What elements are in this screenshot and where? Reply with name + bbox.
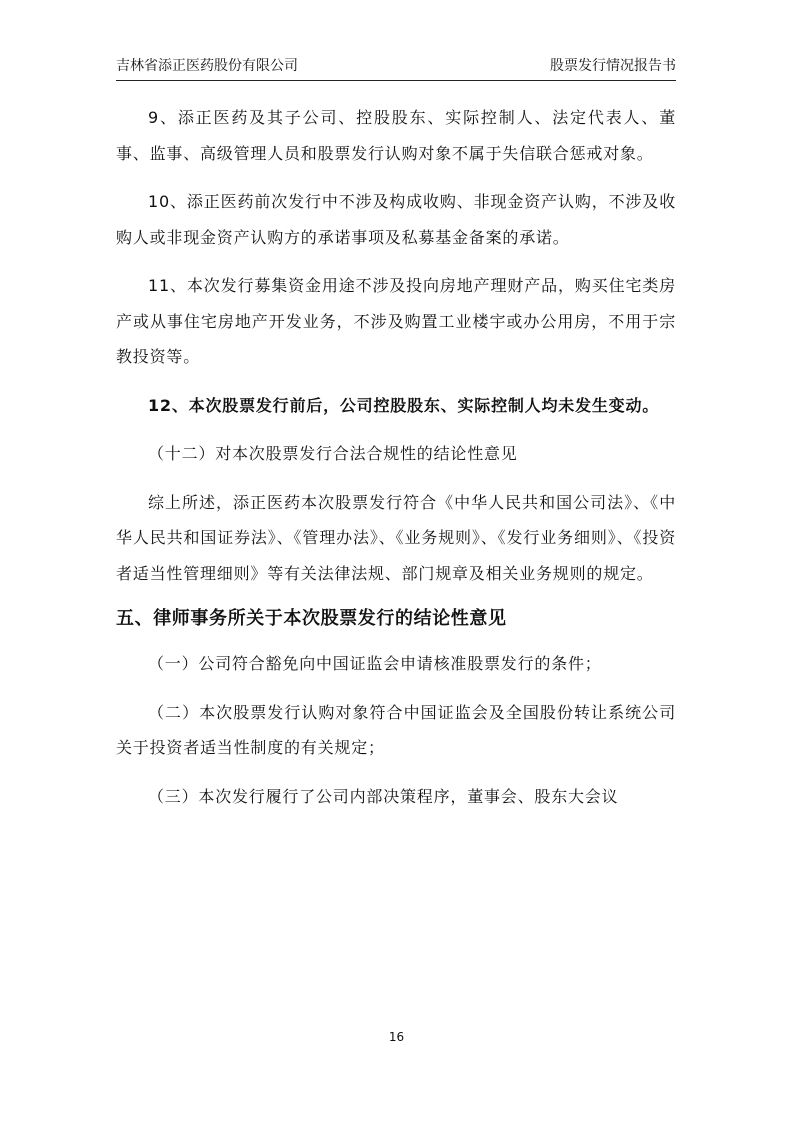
header-report-title: 股票发行情况报告书 xyxy=(550,58,676,74)
header-company-name: 吉林省添正医药股份有限公司 xyxy=(116,58,298,74)
page-number: 16 xyxy=(388,1030,405,1044)
section-5-item-1: （一）公司符合豁免向中国证监会申请核准股票发行的条件； xyxy=(148,654,602,673)
paragraph-item-9: 9、添正医药及其子公司、控股股东、实际控制人、法定代表人、董事、监事、高级管理人员和股票发行认购对象不属于失信联合惩戒对象。 xyxy=(116,108,676,163)
paragraph-item-12: 12、本次股票发行前后，公司控股股东、实际控制人均未发生变动。 xyxy=(148,395,660,415)
section-5-title: 五、律师事务所关于本次股票发行的结论性意见 xyxy=(116,608,507,629)
section-5-item-3: （三）本次发行履行了公司内部决策程序，董事会、股东大会议 xyxy=(148,786,619,806)
paragraph-item-11: 11、本次发行募集资金用途不涉及投向房地产理财产品，购买住宅类房产或从事住宅房地产开发业务，不涉及购置工业楼宇或办公用房，不用于宗教投资等。 xyxy=(116,276,676,366)
summary-paragraph: 综上所述，添正医药本次股票发行符合《中华人民共和国公司法》、《中华人民共和国证券法》、《管理办法》、《业务规则》、《发行业务细则》、《投资者适当性管理细则》等有关法律法规、部门规章及相关业务规则的规定。 xyxy=(116,492,676,583)
subsection-heading-12: （十二）对本次股票发行合法合规性的结论性意见 xyxy=(148,444,518,463)
document-body xyxy=(116,100,676,827)
page-header xyxy=(116,56,676,81)
paragraph-item-10: 10、添正医药前次发行中不涉及构成收购、非现金资产认购，不涉及收购人或非现金资产认购方的承诺事项及私募基金备案的承诺。 xyxy=(116,192,676,247)
section-5-item-2: （二）本次股票发行认购对象符合中国证监会及全国股份转让系统公司关于投资者适当性制度的有关规定； xyxy=(116,702,676,757)
